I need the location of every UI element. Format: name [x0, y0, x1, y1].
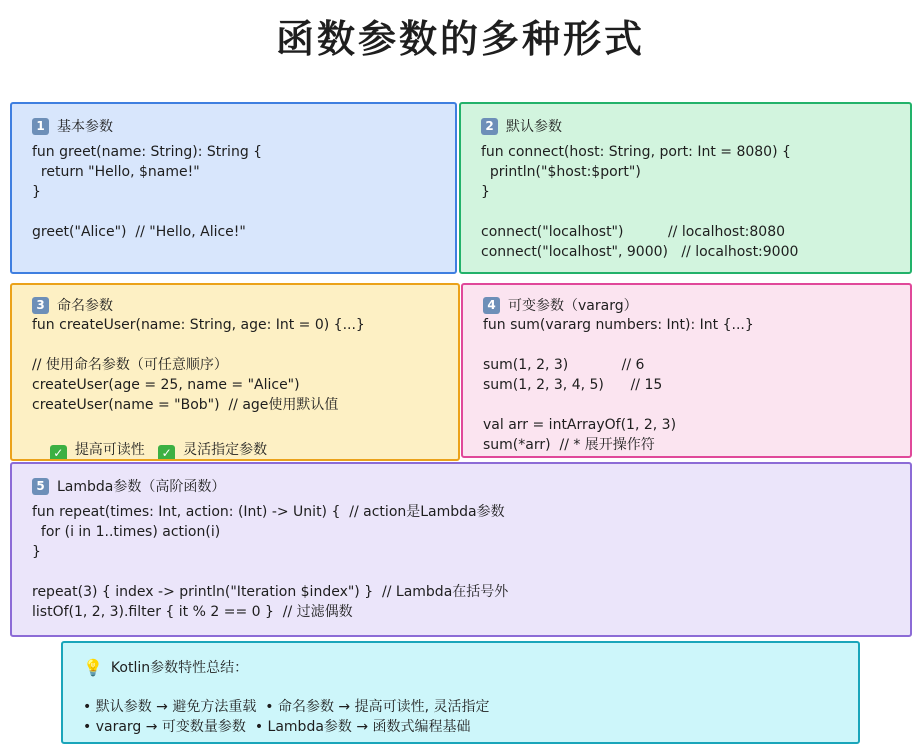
code-block: fun greet(name: String): String { return "Hello, $name!" } greet("Alice") // "Hello, Alice!" [32, 144, 263, 240]
code-block: fun sum(vararg numbers: Int): Int {...} sum(1, 2, 3) // 6 sum(1, 2, 3, 4, 5) // 15 val arr = intArrayOf(1, 2, 3) sum(*arr) // * 展开操作符 [483, 317, 754, 453]
default-params-panel [459, 102, 912, 274]
keycap-number-icon: 1 [32, 118, 49, 135]
panel-heading [32, 295, 458, 315]
summary-title: Kotlin参数特性总结： [110, 660, 249, 676]
summary-heading [83, 657, 858, 677]
panel-title: 命名参数 [57, 298, 113, 314]
panel-title: 默认参数 [506, 119, 562, 135]
vararg-panel [461, 283, 912, 458]
lambda-params-panel [10, 462, 912, 637]
light-bulb-icon: 💡 [83, 657, 103, 677]
keycap-number-icon: 5 [32, 478, 49, 495]
code-block: fun repeat(times: Int, action: (Int) -> Unit) { // action是Lambda参数 for (i in 1..times) action(i) } repeat(3) { index -> println("Iteration $index") } // Lambda在括号外 listOf(1, 2, 3).filter { it % 2 == 0 } // 过滤偶数 [32, 504, 509, 620]
basic-params-panel [10, 102, 457, 274]
keycap-number-icon: 4 [483, 297, 500, 314]
named-params-panel [10, 283, 460, 461]
panel-heading [32, 116, 455, 136]
code-block: fun connect(host: String, port: Int = 8080) { println("$host:$port") } connect("localhost") // localhost:8080 connect("localhost", 9000) // localhost:9000 [481, 144, 799, 260]
keycap-number-icon: 2 [481, 118, 498, 135]
check-mark-button-icon: ✓ [158, 445, 175, 462]
feature-readability: 提高可读性 [74, 442, 145, 458]
page-title: 函数参数的多种形式 [275, 17, 645, 61]
panel-heading [483, 295, 910, 315]
keycap-number-icon: 3 [32, 297, 49, 314]
code-block: fun createUser(name: String, age: Int = 0) {...} // 使用命名参数（可任意顺序） createUser(age = 25, name = "Alice") createUser(name = "Bob") // age使用默认值 [32, 317, 365, 413]
summary-line: • vararg → 可变数量参数 • Lambda参数 → 函数式编程基础 [83, 719, 471, 735]
feature-flexible: 灵活指定参数 [183, 442, 268, 458]
panel-title: Lambda参数（高阶函数） [57, 479, 226, 495]
summary-panel [61, 641, 860, 744]
feature-list [32, 423, 458, 461]
panel-heading [32, 476, 910, 496]
panel-heading [481, 116, 910, 136]
panel-title: 可变参数（vararg） [508, 298, 638, 314]
panel-title: 基本参数 [57, 119, 113, 135]
check-mark-button-icon: ✓ [50, 445, 67, 462]
summary-line: • 默认参数 → 避免方法重载 • 命名参数 → 提高可读性, 灵活指定 [83, 699, 490, 715]
